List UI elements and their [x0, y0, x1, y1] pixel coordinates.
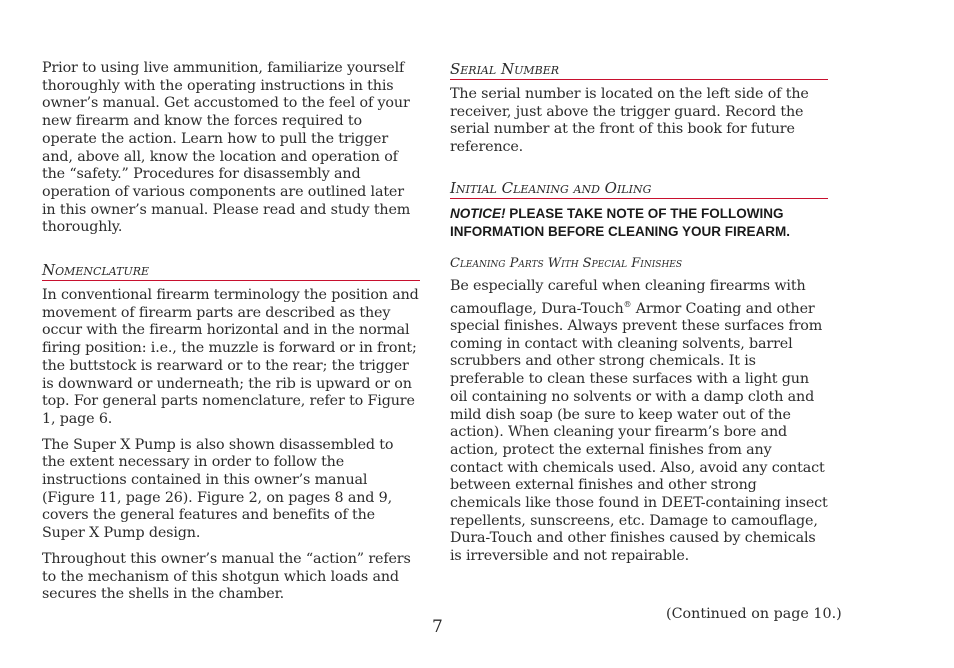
registered-mark: ®	[623, 299, 632, 309]
notice-block	[450, 205, 828, 242]
page-number: 7	[432, 617, 443, 637]
special-finishes-paragraph	[450, 278, 828, 566]
serial-number-heading: Serial Number	[450, 60, 828, 80]
nomenclature-paragraph-2: The Super X Pump is also shown disassembled to the extent necessary in order to follow the instructions contained in this owner’s manual (Figure 11, page 26). Figure 2, on pages 8 and 9, covers the general features and benefits of the Super X Pump design.	[42, 436, 394, 542]
left-column	[42, 60, 420, 612]
special-finishes-text-2: Armor Coating and other special finishes. Always prevent these surfaces from coming in contact with cleaning solvents, barrel scrubbers and other strong chemicals. It is preferable to clean these surfaces with a light gun oil containing no solvents or with a damp cloth and mild dish soap (be sure to keep water out of the action). When cleaning your firearm’s bore and action, protect the external finishes from any contact with chemicals used. Also, avoid any contact between external finishes and other strong chemicals like those found in DEET-containing insect repellents, sunscreens, etc. Damage to camouflage, Dura-Touch and other finishes caused by chemicals is irreversible and not repairable.	[450, 300, 828, 565]
nomenclature-heading: Nomenclature	[42, 261, 420, 281]
special-finishes-text-1: Be especially careful when cleaning firearms with camouflage, Dura-Touch	[450, 277, 806, 317]
continued-note: (Continued on page 10.)	[666, 606, 842, 622]
right-column	[450, 60, 828, 574]
serial-number-paragraph: The serial number is located on the left side of the receiver, just above the trigger guard. Record the serial number at the front of this book for future reference.	[450, 86, 809, 156]
nomenclature-paragraph-3: Throughout this owner’s manual the “action” refers to the mechanism of this shotgun which loads and secures the shells in the chamber.	[42, 550, 411, 603]
nomenclature-paragraph-1: In conventional firearm terminology the position and movement of firearm parts are described as they occur with the firearm horizontal and in the normal firing position: i.e., the muzzle is forward or in front; the buttstock is rearward or to the rear; the trigger is downward or underneath; the rib is upward or on top. For general parts nomenclature, refer to Figure 1, page 6.	[42, 287, 419, 427]
notice-text: PLEASE TAKE NOTE OF THE FOLLOWING INFORMATION BEFORE CLEANING YOUR FIREARM.	[450, 205, 790, 240]
initial-cleaning-heading: Initial Cleaning and Oiling	[450, 179, 828, 199]
intro-paragraph: Prior to using live ammunition, familiarize yourself thoroughly with the operating instructions in this owner’s manual. Get accustomed to the feel of your new firearm and know the forces required to operate the action. Learn how to pull the trigger and, above all, know the location and operation of the “safety.” Procedures for disassembly and operation of various components are outlined later in this owner’s manual. Please read and study them thoroughly.	[42, 60, 411, 236]
special-finishes-heading: Cleaning Parts With Special Finishes	[450, 255, 683, 271]
notice-label: NOTICE!	[450, 205, 506, 221]
